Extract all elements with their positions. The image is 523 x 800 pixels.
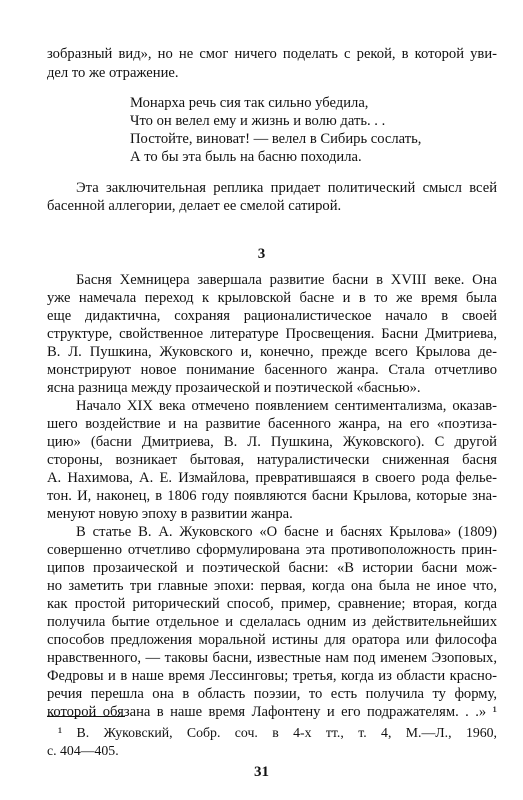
- text-line: В статье В. А. Жуковского «О басне и баснях Крылова» (1809): [76, 524, 497, 540]
- text-line: Федровы и в наше время Лессинговы; третья, когда из области красно-: [47, 668, 497, 684]
- text-line: зобразный вид», но не смог ничего поделать с рекой, в которой уви-: [47, 46, 497, 62]
- text-line: Эта заключительная реплика придает политический смысл всей: [76, 180, 497, 196]
- text-line: совершенно отчетливо сформулирована эта противоположность прин-: [47, 542, 497, 558]
- page-number: 31: [254, 764, 269, 780]
- text-line: уже намечала переход к крыловской басне и в то же время была: [47, 290, 497, 306]
- text-line: речия перешла она в область поэзии, то есть получила ту форму,: [47, 686, 497, 702]
- verse-line: Постойте, виноват! — велел в Сибирь сослать,: [130, 131, 422, 147]
- footnote-line: ¹ В. Жуковский, Собр. соч. в 4-х тт., т. 4, М.—Л., 1960,: [58, 725, 497, 740]
- footnote-rule: [47, 716, 125, 717]
- text-line: как простой риторический способ, пример, сравнение; вторая, когда: [47, 596, 497, 612]
- text-line: Басня Хемницера завершала развитие басни в XVIII веке. Она: [76, 272, 497, 288]
- verse-line: Что он велел ему и жизнь и волю дать. . .: [130, 113, 386, 129]
- text-line: стороны, возникает бытовая, натуралистически сниженная басня: [47, 452, 497, 468]
- text-line: басенной аллегории, делает ее смелой сатирой.: [47, 198, 342, 214]
- text-line: получила бытие отдельное и сделалась одним из действительнейших: [47, 614, 497, 630]
- text-line: ципов прозаической и поэтической басни: «В истории басни мож-: [47, 560, 497, 576]
- text-line: способов предложения моральной истины для оратора или философа: [47, 632, 497, 648]
- text-line: шего воздействие и на развитие басенного жанра, на его «поэтиза-: [47, 416, 497, 432]
- section-number: 3: [257, 246, 266, 262]
- verse-line: Монарха речь сия так сильно убедила,: [130, 95, 369, 111]
- text-line: еще дидактична, сохраняя рационалистическое начало в своей: [47, 308, 497, 324]
- text-line: В. Л. Пушкина, Жуковского и, конечно, прежде всего Крылова де-: [47, 344, 497, 360]
- text-line: менуют новую эпоху в развитии жанра.: [47, 506, 293, 522]
- text-line: нравственного, — таковы басни, известные нам под именем Эзоповых,: [47, 650, 497, 666]
- text-line: А. Нахимова, А. Е. Измайлова, превратившаяся в своего рода фелье-: [47, 470, 497, 486]
- text-line: цию» (басни Дмитриева, В. Л. Пушкина, Жуковского). С другой: [47, 434, 497, 450]
- text-line: ясна разница между прозаической и поэтической «баснью».: [47, 380, 421, 396]
- text-line: монстрируют новое понимание басенного жанра. Стала отчетливо: [47, 362, 497, 378]
- text-line: тон. И, наконец, в 1806 году появляются басни Крылова, которые зна-: [47, 488, 497, 504]
- text-line: но заметить три главные эпохи: первая, когда она была не иное что,: [47, 578, 497, 594]
- verse-line: А то бы эта быль на басню походила.: [130, 149, 362, 165]
- text-line: структуре, свойственное литературе Просвещения. Басни Дмитриева,: [47, 326, 497, 342]
- footnote-line: с. 404—405.: [47, 743, 119, 758]
- text-line: которой обязана в наше время Лафонтену и его подражателям. . .» ¹: [47, 704, 497, 720]
- text-line: дел то же отражение.: [47, 65, 179, 81]
- text-line: Начало XIX века отмечено появлением сентиментализма, оказав-: [76, 398, 497, 414]
